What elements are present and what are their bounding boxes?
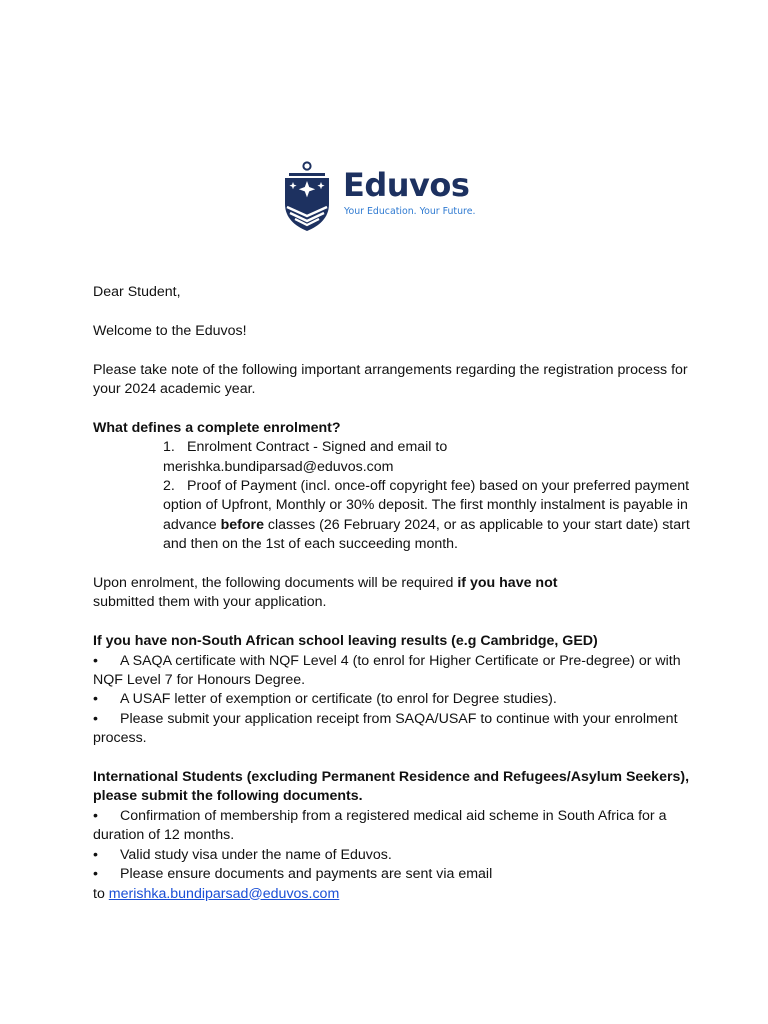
item-number: 1. [163,439,175,456]
shield-crest-icon [283,160,331,234]
list-item [93,652,693,691]
item-number: 2. [163,478,175,495]
logo-wordmark: Eduvos [343,166,470,204]
upon-text-bold: if you have not [457,575,558,592]
list-item [93,865,693,884]
list-item [93,846,693,865]
list-item [93,710,693,749]
item-text: classes (26 February 2024, or as applicable to your start date) start and then on the 1st of each succeeding month. [163,516,690,553]
email-line [93,885,693,904]
eduvos-logo [283,160,493,234]
intro-paragraph: Please take note of the following important arrangements regarding the registration process for your 2024 academic year. [93,361,688,397]
upon-text: Upon enrolment, the following documents will be required [93,575,458,592]
email-link[interactable]: merishka.bundiparsad@eduvos.com [108,885,340,902]
bullet: • [93,846,98,863]
non-sa-heading: If you have non-South African school leaving results (e.g Cambridge, GED) [93,633,598,650]
item-text: Proof of Payment (incl. once-off copyright fee) based on your preferred payment option of Upfront, Monthly or 30% deposit. The first monthly instalment is payable in advance [163,478,690,533]
enrolment-heading: What defines a complete enrolment? [93,419,341,436]
enrolment-item-2 [163,477,693,555]
list-item-text: Confirmation of membership from a registered medical aid scheme in South Africa for a duration of 12 months. [93,807,667,844]
bullet: • [93,866,98,883]
item-text-bold: before [220,516,264,533]
welcome-line: Welcome to the Eduvos! [93,322,247,339]
international-heading: International Students (excluding Permanent Residence and Refugees/Asylum Seekers), please submit the following documents. [93,769,690,805]
logo-tagline: Your Education. Your Future. [344,206,476,217]
upon-text: submitted them with your application. [93,594,327,611]
list-item-text: Valid study visa under the name of Eduvos. [120,846,392,863]
salutation: Dear Student, [93,284,181,300]
enrolment-list [93,438,693,554]
bullet: • [93,691,98,708]
enrolment-item-1 [163,438,693,457]
list-item [93,690,693,709]
letter-body [93,283,693,904]
bullet: • [93,652,98,669]
list-item-text: A SAQA certificate with NQF Level 4 (to enrol for Higher Certificate or Pre-degree) or with NQF Level 7 for Honours Degree. [93,652,681,689]
upon-enrolment-paragraph [93,574,593,613]
list-item-text: Please ensure documents and payments are sent via email [120,866,493,883]
bullet: • [93,710,98,727]
list-item-text: A USAF letter of exemption or certificate (to enrol for Degree studies). [120,691,557,708]
enrolment-item-1-email: merishka.bundiparsad@eduvos.com [163,458,394,475]
item-text: Enrolment Contract - Signed and email to [187,439,448,456]
email-prefix: to [93,885,109,902]
list-item-text: Please submit your application receipt from SAQA/USAF to continue with your enrolment process. [93,710,678,747]
list-item [93,807,693,846]
bullet: • [93,807,98,824]
